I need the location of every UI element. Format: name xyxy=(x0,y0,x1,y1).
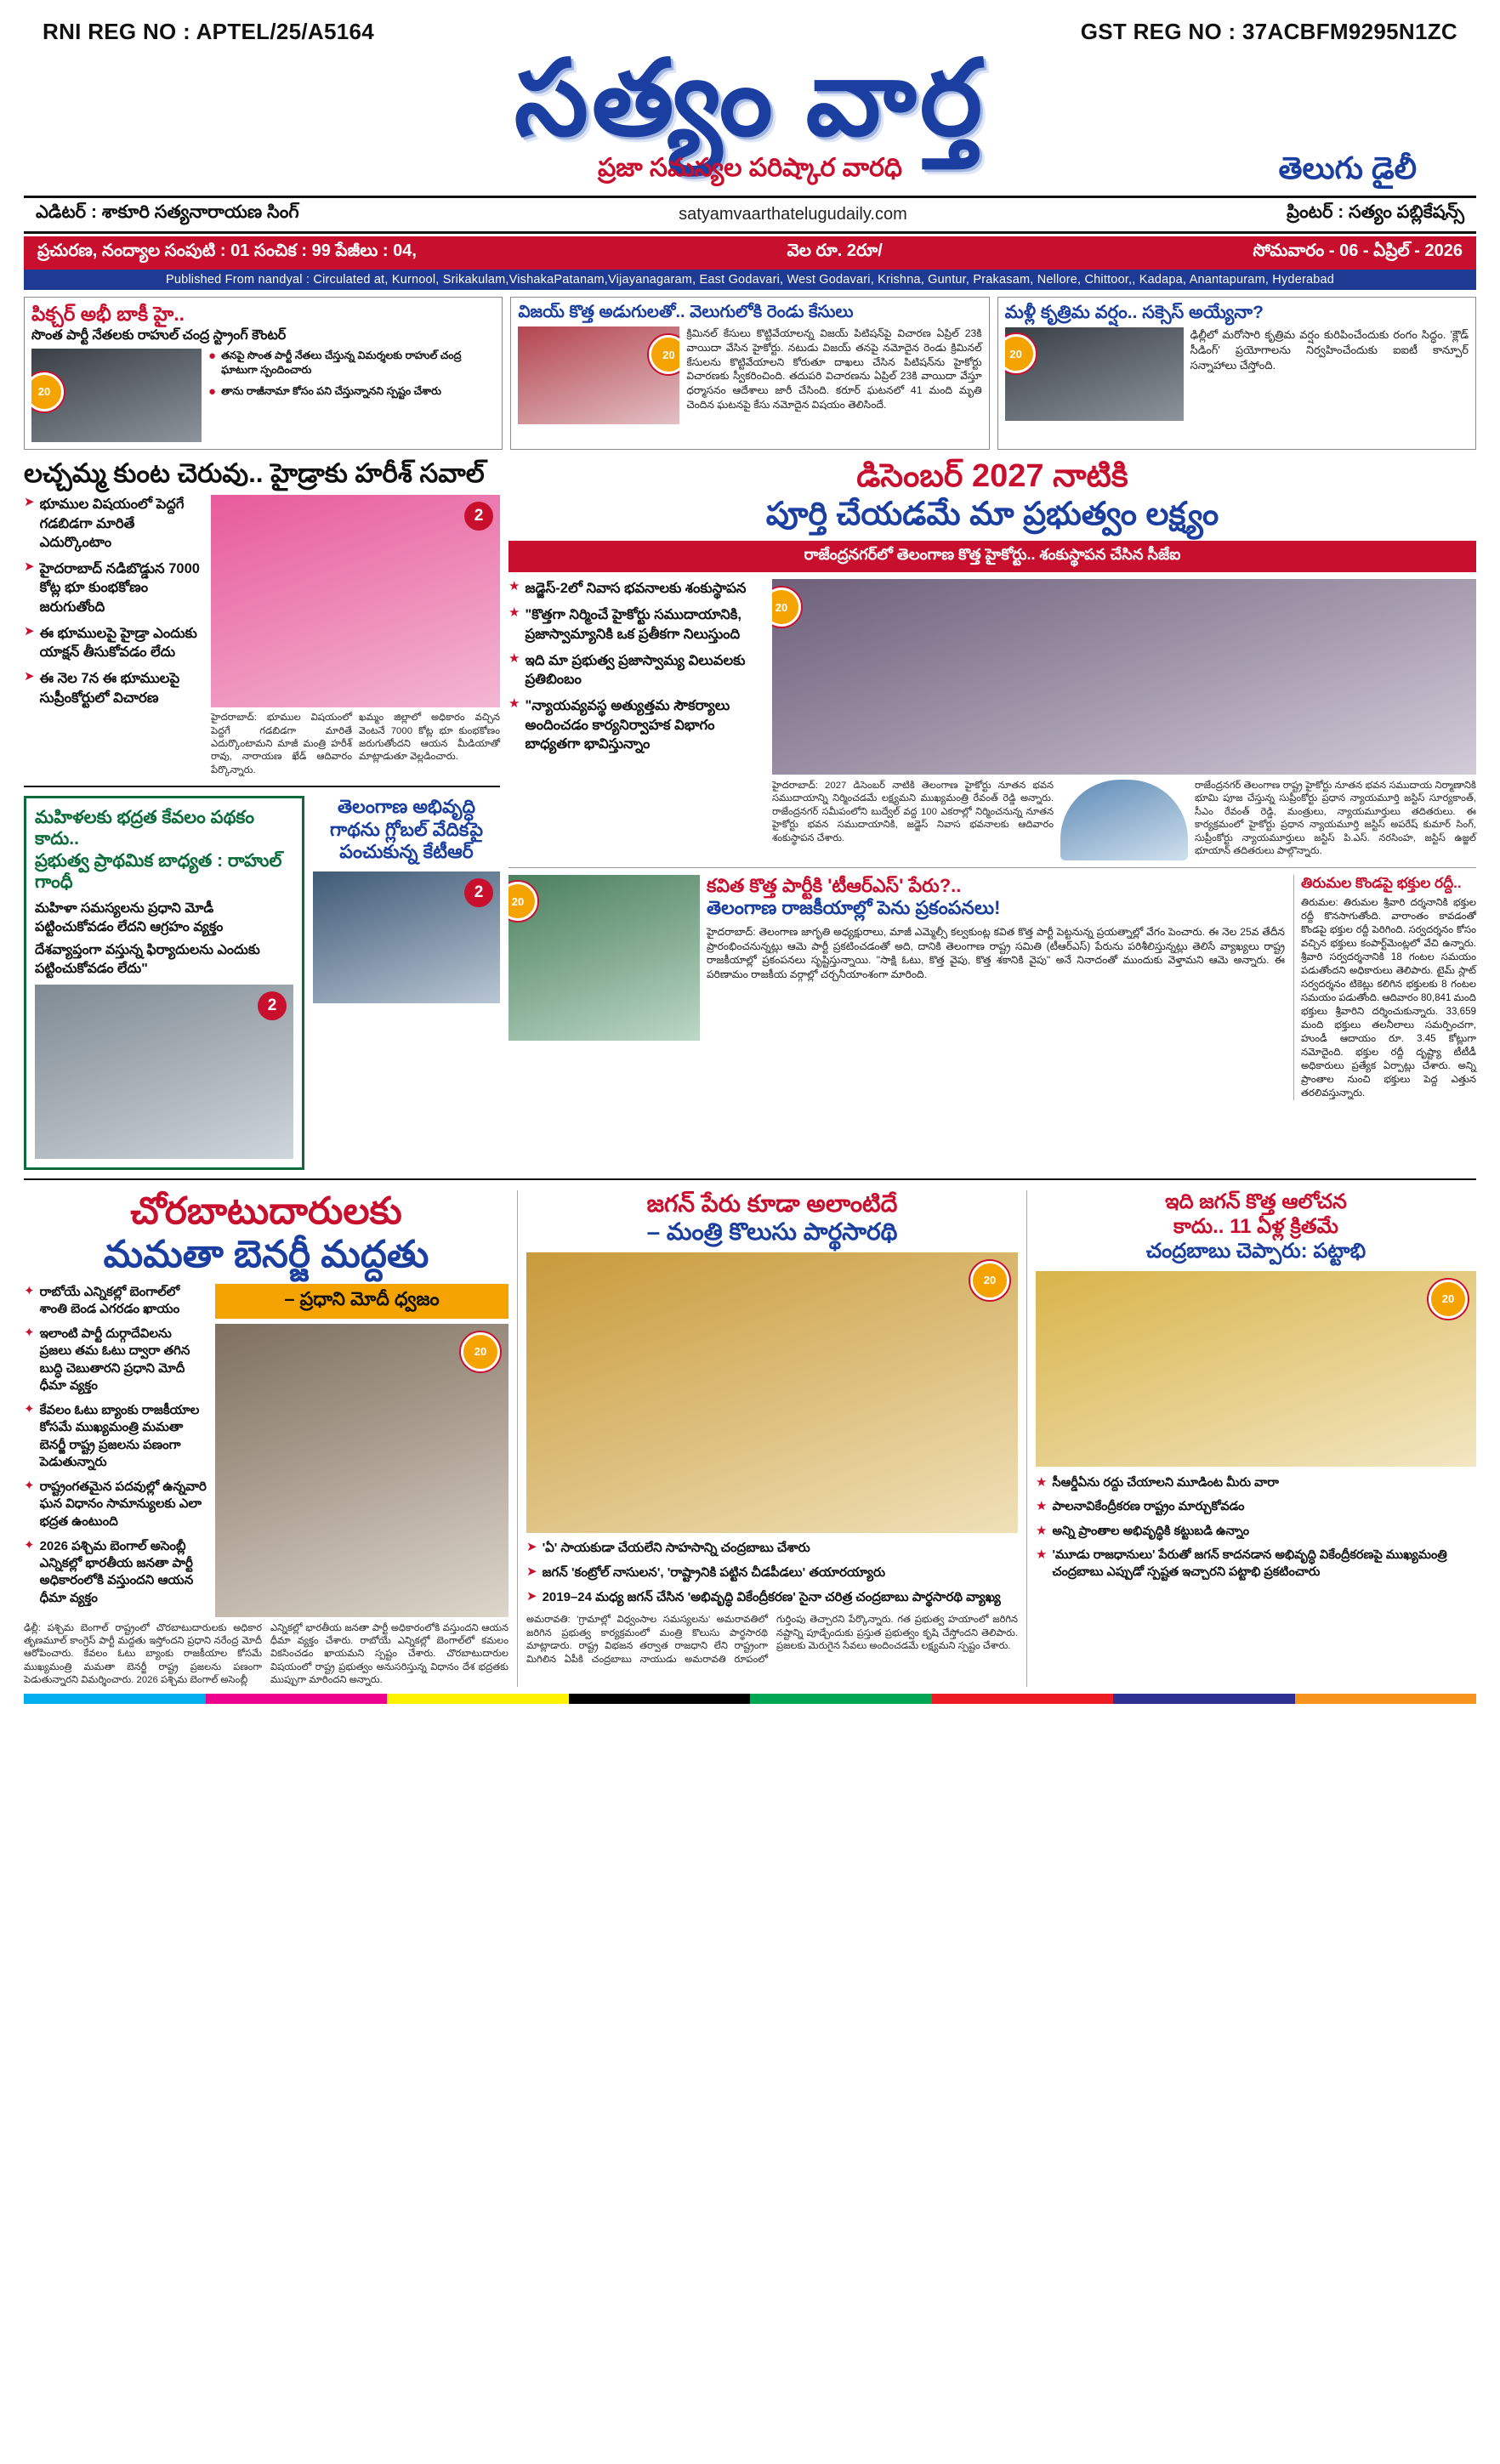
modi-bullet: ✦ రాబోయే ఎన్నికల్లో బెంగాల్‌లో శాంతి బెండ ఎగరడం ఖాయం xyxy=(24,1283,180,1316)
ktr-article[interactable] xyxy=(313,796,500,1170)
mahila-line-1: మహిళా సమస్యలను ప్రధాని మోడీ పట్టించుకోవడం లేదని ఆగ్రహం వ్యక్తం xyxy=(35,900,224,934)
divider xyxy=(24,786,500,787)
bullet-marker-icon: ★ xyxy=(509,650,520,666)
bullet-marker-icon: ★ xyxy=(509,605,520,621)
modi-subhead: – ప్రధాని మోదీ ధ్వజం xyxy=(215,1284,509,1319)
pattabhi-bullet: ★ 'మూడు రాజధానులు' పేరుతో జగన్ కాదనడాన అభివృద్ధి వికేంద్రీకరణపై ముఖ్యమంత్రి చంద్రబాబు ఎప్పుడో స్పష్టత ఇచ్చారని పట్టాభి ప్రకటించారు xyxy=(1036,1547,1447,1579)
bullet-marker-icon: ✦ xyxy=(24,1537,35,1553)
cmyk-black xyxy=(569,1694,751,1704)
bullet-marker-icon: ● xyxy=(208,384,217,400)
bullet-marker-icon: ➤ xyxy=(24,623,35,639)
paper-logo-badge: 20 xyxy=(772,588,801,627)
highcourt-caption-2: రాజేంద్రనగర్ తెలంగాణ రాష్ట్ర హైకోర్టు నూతన భవన సముదాయ నిర్మాణానికి భూమి పూజ చేస్తున్న సుప్రీంకోర్టు ప్రధాన న్యాయమూర్తి జస్టిస్ సూర్యకాంత్, సీఎం రేవంత్ రెడ్డి, మంత్రులు, న్యాయమూర్తులు తదితరులు. ఈ కార్యక్రమంలో హైకోర్టు ప్రధాన న్యాయమూర్తి జస్టిస్ అపరేష్ కుమార్ సింగ్, సుప్రీంకోర్టు న్యాయమూర్తులు జస్టిస్ పి.ఎస్. నరసింహ, జస్టిస్ ఉజ్జల్ భూయాన్ తదితరులు పాల్గొన్నారు. xyxy=(1195,781,1476,856)
mahila-headline-2: ప్రభుత్వ ప్రాథమిక బాధ్యత : రాహుల్ గాంధీ xyxy=(35,850,282,892)
teaser-3-headline: మళ్లీ కృత్రిమ వర్షం.. సక్సెస్ అయ్యేనా? xyxy=(1004,303,1264,322)
editor-bar xyxy=(24,196,1476,234)
tirumala-headline: తిరుమల కొండపై భక్తుల రద్దీ.. xyxy=(1301,875,1462,891)
paper-logo-badge: 20 xyxy=(31,372,64,412)
mahila-headline-1: మహిళలకు భద్రత కేవలం పథకం కాదు.. xyxy=(35,808,255,849)
mahila-line-2: దేశవ్యాప్తంగా వస్తున్న ఫిర్యాదులను ఎందుకు పట్టించుకోవడం లేదు" xyxy=(35,943,260,976)
parthasarathi-bullet: ➤ జగన్ 'కంట్రోల్ నాసులన', 'రాష్ట్రానికి పట్టిన చీడపీడలు' తయారయ్యారు xyxy=(526,1564,886,1580)
cmyk-magenta xyxy=(206,1694,388,1704)
kavitha-body: హైదరాబాద్: తెలంగాణ జాగృతి అధ్యక్షురాలు, మాజీ ఎమ్మెల్సీ కల్వకుంట్ల కవిత కొత్త పార్టీ పెట్టనున్న ప్రయత్నాల్లో వేగం పెంచారు. ఈ నెల 25వ తేదీన ప్రారంభించనున్నట్లు ఆమె పార్టీ ప్రకటించడంతో అది, దానికి తెలంగాణ రాష్ట్ర సమితి (టీఆర్ఎస్) పేరును పరిశీలిస్తున్నట్లు తెలిసే వ్యాఖ్యలు రాష్ట్ర రాజకీయాల్లో ప్రకంపనలు సృష్టిస్తున్నాయి. "సాక్షి ఓటు, కొత్త వైపు, కొత్త శకానికి వైపు" అనే నినాదంతో ముందుకు వెళ్తామని ఆమె అన్నారు. ఈ పరిణామం రాజకీయ వర్గాల్లో చర్చనీయాంశంగా మారింది. xyxy=(707,925,1285,981)
paper-logo-badge: 20 xyxy=(461,1332,500,1371)
teaser-2-photo xyxy=(518,326,679,424)
parthasarathi-headline-2: – మంత్రి కొలుసు పార్థసారథి xyxy=(646,1218,898,1245)
issue-info: ప్రచురణ, నంద్యాల సంపుటి : 01 సంచిక : 99 పేజీలు : 04, xyxy=(37,241,417,260)
paper-logo-badge: 20 xyxy=(1005,334,1036,373)
left-column xyxy=(24,458,500,1171)
bullet-marker-icon: ➤ xyxy=(526,1564,537,1579)
issue-price: వెల రూ. 2రూ/ xyxy=(787,241,883,260)
teaser-card-1[interactable] xyxy=(24,297,503,450)
page-ref-badge: 2 xyxy=(464,878,493,907)
teaser-3-body: ఢిల్లీలో మరోసారి కృత్రిమ వర్షం కురిపించేందుకు రంగం సిద్ధం. 'క్లౌడ్ సీడింగ్' ప్రయోగాలను నిర్వహించేందుకు ఐఐటీ కాన్పూర్ సన్నాహాలు చేస్తోంది. xyxy=(1190,328,1469,372)
highcourt-photo xyxy=(772,579,1476,775)
right-column-group xyxy=(509,458,1476,1171)
lead-left-caption-1: హైదరాబాద్: భూముల విషయంలో పెద్దగే గడబిడగా మారితే ఎదుర్కొంటామని మాజీ మంత్రి హరీశ్ రావు, నారాయణ ఖేడ్ ఆదివారం పేర్కొన్నారు. xyxy=(211,713,352,775)
cmyk-blue xyxy=(1113,1694,1295,1704)
bullet-marker-icon: ★ xyxy=(1036,1474,1048,1490)
modi-bullet: ✦ ఇలాంటి పార్టీ దుర్గాదేవిలను ప్రజలు తమ ఓటు ద్వారా తగిన బుద్ధి చెబుతారని ప్రధాని మోదీ ధీమా వ్యక్తం xyxy=(24,1326,190,1393)
issue-date: సోమవారం - 06 - ఏప్రిల్ - 2026 xyxy=(1253,241,1463,260)
teaser-1-headline: పిక్చర్ అభీ బాకీ హై.. xyxy=(31,303,185,325)
teaser-2-headline: విజయ్ కొత్త అడుగులతో.. వెలుగులోకి రెండు కేసులు xyxy=(518,303,854,321)
divider xyxy=(509,867,1476,868)
ktr-photo xyxy=(313,871,500,1003)
lead-left-caption-2: ఖమ్మం జిల్లాలో అధికారం వచ్చిన వెంటనే 7000 కోట్ల భూ కుంభకోణం జరుగుతోందని ఆయన మీడియాతో మాట్లాడుతూ వెల్లడించారు. xyxy=(359,713,500,763)
bullet-marker-icon: ★ xyxy=(509,696,520,712)
kavitha-photo xyxy=(509,875,700,1041)
kavitha-headline-1: కవిత కొత్త పార్టీకి 'టీఆర్ఎస్' పేరు?.. xyxy=(707,875,962,896)
modi-headline-2: మమతా బెనర్జీ మద్దతు xyxy=(103,1233,429,1275)
cmyk-orange xyxy=(1295,1694,1477,1704)
pattabhi-article[interactable] xyxy=(1036,1190,1476,1687)
highcourt-render-photo xyxy=(1060,780,1188,860)
teaser-card-3[interactable] xyxy=(997,297,1476,450)
bullet-marker-icon: ➤ xyxy=(24,669,35,684)
highcourt-caption-1: హైదరాబాద్: 2027 డిసెంబర్ నాటికి తెలంగాణ హైకోర్టు నూతన భవన సముదాయాన్ని నిర్మించడమే లక్ష్యమని ముఖ్యమంత్రి రేవంత్ రెడ్డి అన్నారు. రాజేంద్రనగర్ సమీపంలోని బుద్వేల్ వద్ద 100 ఎకరాల్లో నిర్మించనున్న నూతన హైకోర్టు భవన సముదాయానికి, జడ్జెస్ నివాస భవనాలకు ఆదివారం శంకుస్థాపన చేశారు. xyxy=(772,781,1054,843)
website-link[interactable]: satyamvaarthatelugudaily.com xyxy=(679,205,907,224)
top-teaser-row xyxy=(24,297,1476,450)
bullet-marker-icon: ➤ xyxy=(24,495,35,510)
lead-left-bullet: ➤ హైదరాబాద్ నడిబొడ్డున 7000 కోట్ల భూ కుంభకోణం జరుగుతోంది xyxy=(24,559,200,615)
gst-number: GST REG NO : 37ACBFM9295N1ZC xyxy=(1080,19,1457,44)
tirumala-article[interactable] xyxy=(1293,875,1476,1100)
right-lead-bullet: ★ "కొత్తగా నిర్మించే హైకోర్టు సముదాయానికి, ప్రజాస్వామ్యానికి ఒక ప్రతీకగా నిలుస్తుంది xyxy=(509,605,741,642)
bullet-marker-icon: ★ xyxy=(1036,1523,1048,1538)
parthasarathi-article[interactable] xyxy=(517,1190,1027,1687)
printer-name: ప్రింటర్ : సత్యం పబ్లికేషన్స్ xyxy=(1287,202,1464,222)
modi-photo xyxy=(215,1324,509,1617)
modi-bullet: ✦ కేవలం ఓటు బ్యాంకు రాజకీయాల కోసమే ముఖ్యమంత్రి మమతా బెనర్జీ రాష్ట్ర ప్రజలను పణంగా పెడుతున్నారు xyxy=(24,1402,200,1469)
kavitha-headline-2: తెలంగాణ రాజకీయాల్లో పెను ప్రకంపనలు! xyxy=(707,897,1001,919)
teaser-1-subhead: సొంత పార్టీ నేతలకు రాహుల్ చంద్ర స్ట్రాంగ్ కౌంటర్ xyxy=(31,328,287,343)
mahila-photo xyxy=(35,985,293,1159)
paper-tagline: ప్రజా సమస్యల పరిష్కార వారధి xyxy=(597,154,903,182)
issue-bar xyxy=(24,236,1476,270)
bullet-marker-icon: ✦ xyxy=(24,1402,35,1417)
editor-name: ఎడిటర్ : శాకూరి సత్యనారాయణ సింగ్ xyxy=(36,202,299,222)
teaser-1-photo xyxy=(31,349,202,442)
lead-left-photo xyxy=(211,495,500,707)
cmyk-yellow xyxy=(387,1694,569,1704)
rni-number: RNI REG NO : APTEL/25/A5164 xyxy=(43,19,375,44)
right-lead-bullet: ★ "న్యాయవ్యవస్థ అత్యుత్తమ సౌకర్యాలు అందించడం కార్యనిర్వాహక విభాగం బాధ్యతగా భావిస్తున్నాం xyxy=(509,696,730,752)
ktr-headline: తెలంగాణ అభివృద్ధి గాథను గ్లోబల్ వేదికపై పంచుకున్న కేటీఆర్ xyxy=(330,796,483,862)
parthasarathi-photo xyxy=(526,1252,1018,1533)
bullet-marker-icon: ➤ xyxy=(526,1539,537,1554)
pattabhi-bullet: ★ సీఆర్డీఏను రద్దు చేయాలని మూడింట మీరు వారా xyxy=(1036,1474,1279,1490)
lead-left-bullet: ➤ భూముల విషయంలో పెద్దగే గడబిడగా మారితే ఎదుర్కొంటాం xyxy=(24,495,185,550)
bottom-section xyxy=(24,1190,1476,1687)
kavitha-article[interactable] xyxy=(509,875,1285,1100)
parthasarathi-caption: అమరావతి: 'గ్రామాల్లో విధ్వంసాల సమస్యలను' అమరావతిలో జరిగిన ప్రభుత్వ కార్యక్రమంలో మంత్రి కొలుసు పార్థసారథి మాట్లాడారు. రాష్ట్ర విభజన తర్వాత రాజధాని లేని రాష్ట్రంగా మిగిలిన ఏపీకి చంద్రబాబు నాయుడు అమరావతి రూపంలో గుర్తింపు తెచ్చారని పేర్కొన్నారు. గత ప్రభుత్వ హయాంలో జరిగిన నష్టాన్ని పూడ్చేందుకు ప్రస్తుత ప్రభుత్వం కృషి చేస్తోందని తెలిపారు. ప్రజలకు మెరుగైన సేవలు అందించడమే లక్ష్యమని స్పష్టం చేశారు. xyxy=(526,1615,1018,1665)
paper-title: సత్యం వార్త xyxy=(514,41,986,157)
pattabhi-bullet: ★ అన్ని ప్రాంతాల అభివృద్ధికి కట్టుబడి ఉన్నాం xyxy=(1036,1523,1250,1538)
paper-logo-badge: 20 xyxy=(970,1261,1009,1300)
parthasarathi-bullet: ➤ 'ఏ' సాయకుడా చేయలేని సాహసాన్ని చంద్రబాబు చేశారు xyxy=(526,1539,810,1555)
bullet-marker-icon: ✦ xyxy=(24,1283,35,1298)
divider xyxy=(24,1178,1476,1180)
pattabhi-headline-2: కాదు.. 11 ఏళ్ల క్రితమే xyxy=(1173,1215,1338,1239)
right-lead-band: రాజేంద్రనగర్‌లో తెలంగాణ కొత్త హైకోర్టు.. శంకుస్థాపన చేసిన సీజేఐ xyxy=(509,541,1476,572)
right-lead-bullet: ★ ఇది మా ప్రభుత్వ ప్రజాస్వామ్య విలువలకు ప్రతిబింబం xyxy=(509,650,746,688)
bullet-marker-icon: ★ xyxy=(1036,1547,1048,1563)
right-lead-bullet: ★ జడ్జెస్-2లో నివాస భవనాలకు శంకుస్థాపన xyxy=(509,579,747,596)
modi-bullet: ✦ రాష్ట్రంగతమైన పదవుల్లో ఉన్నవారి ఘన విధానం సామాన్యులకు ఎలా భద్రత ఉంటుంది xyxy=(24,1479,207,1529)
modi-headline-1: చోరబాటుదారులకు xyxy=(130,1190,402,1233)
page-ref-badge: 2 xyxy=(464,502,493,531)
main-content xyxy=(24,458,1476,1171)
teaser-card-2[interactable] xyxy=(510,297,989,450)
paper-logo-badge: 20 xyxy=(1429,1280,1468,1319)
paper-logo-badge: 20 xyxy=(649,335,679,374)
teaser-3-photo xyxy=(1005,327,1184,421)
modi-bullet: ✦ 2026 పశ్చిమ బెంగాల్ అసెంబ్లీ ఎన్నికల్లో భారతీయ జనతా పార్టీ అధికారంలోకి వస్తుందని ఆయన ధీమా వ్యక్తం xyxy=(24,1537,194,1605)
cmyk-red xyxy=(932,1694,1114,1704)
bullet-marker-icon: ★ xyxy=(509,579,520,593)
lead-left-bullet: ➤ ఈ నెల 7న ఈ భూములపై సుప్రీంకోర్టులో విచారణ xyxy=(24,669,180,706)
pattabhi-bullet: ★ పాలనావికేంద్రీకరణ రాష్ట్రం మార్చుకోవడం xyxy=(1036,1499,1245,1514)
cmyk-cyan xyxy=(24,1694,206,1704)
modi-caption-2: ఎన్నికల్లో భారతీయ జనతా పార్టీ అధికారంలోకి వస్తుందని ఆయన ధీమా వ్యక్తం చేశారు. రాబోయే ఎన్నికల్లో బెంగాల్‌లో కమలం వికసించడం ఖాయమని స్పష్టం చేశారు. చొరబాటుదారుల విషయంలో రాష్ట్ర ప్రభుత్వం అనుసరిస్తున్న విధానం దేశ భద్రతకు ముప్పుగా మారిందని అన్నారు. xyxy=(270,1622,509,1686)
paper-logo-badge: 20 xyxy=(509,882,537,921)
circulation-line: Published From nandyal : Circulated at, Kurnool, Srikakulam,VishakaPatanam,Vijayanagaram, East Godavari, West Godavari, Krishna, Guntur, Prakasam, Nellore, Chittoor,, Kadapa, Anantapuram, Hyderabad xyxy=(24,270,1476,290)
bullet-marker-icon: ✦ xyxy=(24,1326,35,1341)
cmyk-registration-strip xyxy=(24,1694,1476,1704)
bullet-marker-icon: ✦ xyxy=(24,1479,35,1494)
paper-subtitle-telugu-daily: తెలుగు డైలీ xyxy=(1278,150,1417,185)
mahila-article[interactable] xyxy=(24,796,304,1170)
bullet-marker-icon: ● xyxy=(208,348,217,363)
bullet-marker-icon: ➤ xyxy=(24,559,35,575)
modi-article[interactable] xyxy=(24,1190,509,1687)
right-lead-headline-2: పూర్తి చేయడమే మా ప్రభుత్వం లక్ష్యం xyxy=(765,497,1219,533)
pattabhi-headline-1: ఇది జగన్ కొత్త ఆలోచన xyxy=(1165,1190,1347,1214)
lead-left-bullet: ➤ ఈ భూములపై హైడ్రా ఎందుకు యాక్షన్ తీసుకోవడం లేదు xyxy=(24,623,197,661)
teaser-1-bullet: ● తాను రాజీనామా కోసం పని చేస్తున్నానని స్పష్టం చేశారు xyxy=(208,384,441,400)
tirumala-body: తిరుమల: తిరుమల శ్రీవారి దర్శనానికి భక్తుల రద్దీ కొనసాగుతోంది. వారాంతం కావడంతో కొండపై భక్తుల రద్దీ పెరిగింది. సర్వదర్శనం కోసం వచ్చిన భక్తులు కంపార్ట్‌మెంట్లలో వేచి ఉన్నారు. శ్రీవారి సర్వదర్శనానికి 18 గంటల సమయం పడుతోందని అధికారులు తెలిపారు. టైమ్ స్లాట్ సర్వదర్శనం టికెట్లు కలిగిన భక్తులకు 8 గంటల సమయం పడుతోంది. ఆదివారం 80,841 మంది భక్తులు శ్రీవారిని దర్శించుకున్నారు. 33,659 మంది భక్తులు తలనీలాలు సమర్పించగా, హుండీ ఆదాయం రూ. 3.45 కోట్లుగా నమోదైంది. భక్తుల రద్దీ దృష్ట్యా టీటీడీ అధికారులు ప్రత్యేక ఏర్పాట్లు చేశారు. అన్ని ప్రాంతాల నుంచి భక్తులు పెద్ద ఎత్తున తరలివస్తున్నారు. xyxy=(1301,897,1476,1099)
cmyk-green xyxy=(750,1694,932,1704)
pattabhi-headline-3: చంద్రబాబు చెప్పారు: పట్టాభి xyxy=(1145,1239,1366,1263)
parthasarathi-headline-1: జగన్ పేరు కూడా అలాంటిదే xyxy=(646,1190,898,1218)
bullet-marker-icon: ➤ xyxy=(526,1589,537,1604)
teaser-2-body: క్రిమినల్ కేసులు కొట్టివేయాలన్న విజయ్ పిటిషన్‌పై విచారణ ఏప్రిల్ 23కి వాయిదా వేసిన హైకోర్టు. నటుడు విజయ్ తనపై నమోదైన రెండు క్రిమినల్ కేసులను కొట్టివేయాలని కోరుతూ దాఖలు చేసిన పిటిషన్‌ను హైకోర్టు విచారణకు స్వీకరించింది. తదుపరి విచారణను ఏప్రిల్ 23కి వాయిదా వేస్తూ ధర్మాసనం ఆదేశాలు జారీ చేసింది. కరూర్ ఘటనలో 41 మంది మృతి చెందిన ఘటనపై కేసు నమోదైన విషయం తెలిసిందే. xyxy=(686,327,982,412)
lead-left-headline: లచ్చమ్మ కుంట చెరువు.. హైడ్రాకు హరీశ్ సవాల్ xyxy=(24,457,485,488)
page-ref-badge: 2 xyxy=(258,991,287,1020)
modi-caption-1: ఢిల్లీ: పశ్చిమ బెంగాల్ రాష్ట్రంలో చొరబాటుదారులకు అధికార తృణమూల్ కాంగ్రెస్ పార్టీ మద్దతు ఇస్తోందని ప్రధాని నరేంద్ర మోదీ ఆరోపించారు. కేవలం ఓటు బ్యాంకు రాజకీయాల కోసమే ముఖ్యమంత్రి మమతా బెనర్జీ రాష్ట్ర ప్రజలను పణంగా పెడుతున్నారని విమర్శించారు. 2026 పశ్చిమ బెంగాల్ అసెంబ్లీ xyxy=(24,1622,262,1686)
right-lead-headline-1: డిసెంబర్ 2027 నాటికి xyxy=(856,457,1128,494)
masthead xyxy=(24,41,1476,189)
teaser-1-bullet: ● తనపై సొంత పార్టీ నేతలు చేస్తున్న విమర్శలకు రాహుల్ చంద్ర ఘాటుగా స్పందించారు xyxy=(208,348,462,376)
bullet-marker-icon: ★ xyxy=(1036,1499,1048,1514)
pattabhi-photo xyxy=(1036,1271,1476,1467)
parthasarathi-bullet: ➤ 2019–24 మధ్య జగన్ చేసిన 'అభివృద్ధి వికేంద్రీకరణ' సైనా చరిత్ర చంద్రబాబు పార్థసారథి వ్యాఖ్య xyxy=(526,1589,1001,1605)
